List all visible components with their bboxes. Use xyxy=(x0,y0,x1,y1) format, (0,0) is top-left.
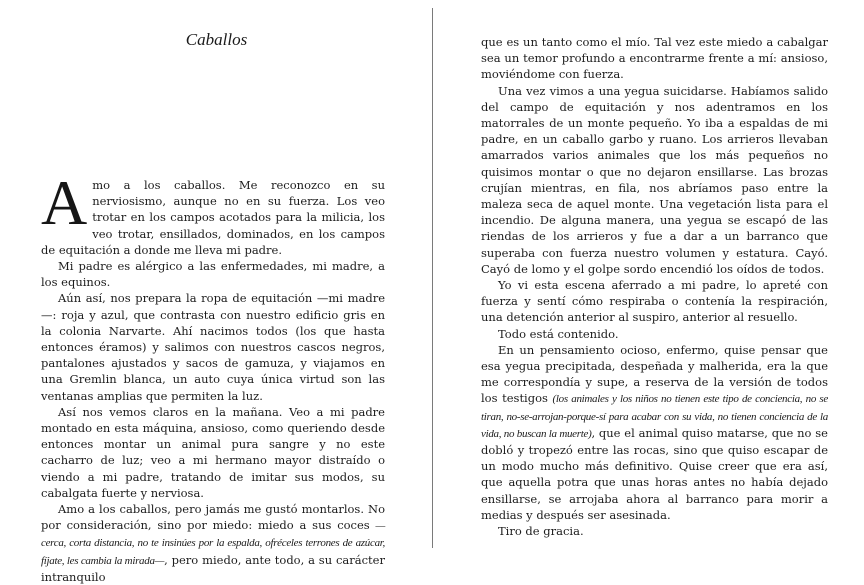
paragraph: Así nos vemos claros en la mañana. Veo a mi padre montado en esta máquina, ansioso, como queriendo desde entonces montar un animal pura sangre y no este cacharro de luz; veo a mi hermano mayor distraído o viendo a mi padre, tratando de imitar sus modos, su cabalgata fuerte y nerviosa. xyxy=(41,404,385,500)
chapter-title: Caballos xyxy=(185,30,248,49)
paragraph: Tiro de gracia. xyxy=(498,524,584,539)
paragraph: Aún así, nos prepara la ropa de equitación —mi madre—: roja y azul, que contrasta con nuestro edificio gris en la colonia Narvarte. Ahí nacimos todos (los que hasta entonces éramos) y salimos con nuestros cascos negros, pantalones ajustados y sacos de gamuza, y viajamos en una Gremlin blanca, un auto cuya única virtud son las ventanas amplias que permiten la luz. xyxy=(41,291,385,403)
paragraph-text: , pero miedo, ante todo, a su carácter intranquilo xyxy=(41,552,385,584)
paragraph-text: , que el animal quiso matarse, que no se dobló y tropezó entre las rocas, sino que quiso escapar de un modo mucho más definitivo. Quise creer que era así, que aquella potra que unas horas antes no había dejado ensillarse, se arrojaba ahora al barranco para morir a medias y después ser asesinada. xyxy=(481,425,828,522)
paragraph-text: Amo a los caballos, pero jamás me gustó montarlos. No por consideración, sino por miedo: miedo a sus coces xyxy=(41,502,385,533)
right-page-text xyxy=(481,34,828,539)
paragraph-text: mo a los caballos. Me reconozco en su nerviosismo, aunque no en su fuerza. Los veo trotar en los campos acotados para la milicia, los veo trotar, ensillados, dominados, en los campos de equitación a donde me lleva mi padre. xyxy=(41,178,385,257)
left-page-text xyxy=(41,167,385,585)
paragraph-text: En un pensamiento ocioso, enfermo, quise pensar que esa yegua precipitada, despeñada y malherida, era la que me correspondía y supe, a reserva de la versión de todos los testigos xyxy=(481,342,828,406)
paragraph: Todo está contenido. xyxy=(498,326,619,341)
italic-aside: (los animales y los niños no tienen este tipo de conciencia, no se tiran, no-se-arrojan-porque-sí para acabar con su vida, no tienen conciencia de la vida, no buscan la muerte) xyxy=(481,393,828,440)
paragraph: Una vez vimos a una yegua suicidarse. Habíamos salido del campo de equitación y nos adentramos en los matorrales de un monte pequeño. Yo iba a espaldas de mi padre, en un caballo garbo y ruano. Los arrieros llevaban amarrados varios animales que los más pequeños no quisimos montar o que no dejaron ensillarse. Las brozas crujían mientras, en fila, nos abríamos paso entre la maleza seca de aquel monte. Una vegetación lista para el incendio. De alguna manera, una yegua se escapó de las riendas de los arrieros y fue a dar a un barranco que superaba con fuerza nuestro volumen y estatura. Cayó. Cayó de lomo y el golpe sordo encendió los oídos de todos. xyxy=(481,83,828,276)
paragraph xyxy=(481,342,828,523)
right-page xyxy=(434,0,864,556)
paragraph: Yo vi esta escena aferrado a mi padre, lo apreté con fuerza y sentí cómo respiraba o contenía la respiración, una detención anterior al suspiro, anterior al resuello. xyxy=(481,278,828,325)
italic-aside: —cerca, corta distancia, no te insinúes por la espalda, ofréceles terrones de azúcar, fíjate, les cambia la mirada— xyxy=(41,520,385,567)
paragraph xyxy=(41,501,385,585)
page-divider xyxy=(432,8,433,548)
paragraph: que es un tanto como el mío. Tal vez este miedo a cabalgar sea un temor profundo a encontrarme frente a mí: ansioso, moviéndome con fuerza. xyxy=(481,35,828,82)
paragraph: Mi padre es alérgico a las enfermedades, mi madre, a los equinos. xyxy=(41,259,385,290)
paragraph xyxy=(41,167,385,258)
drop-cap: A xyxy=(41,167,88,238)
